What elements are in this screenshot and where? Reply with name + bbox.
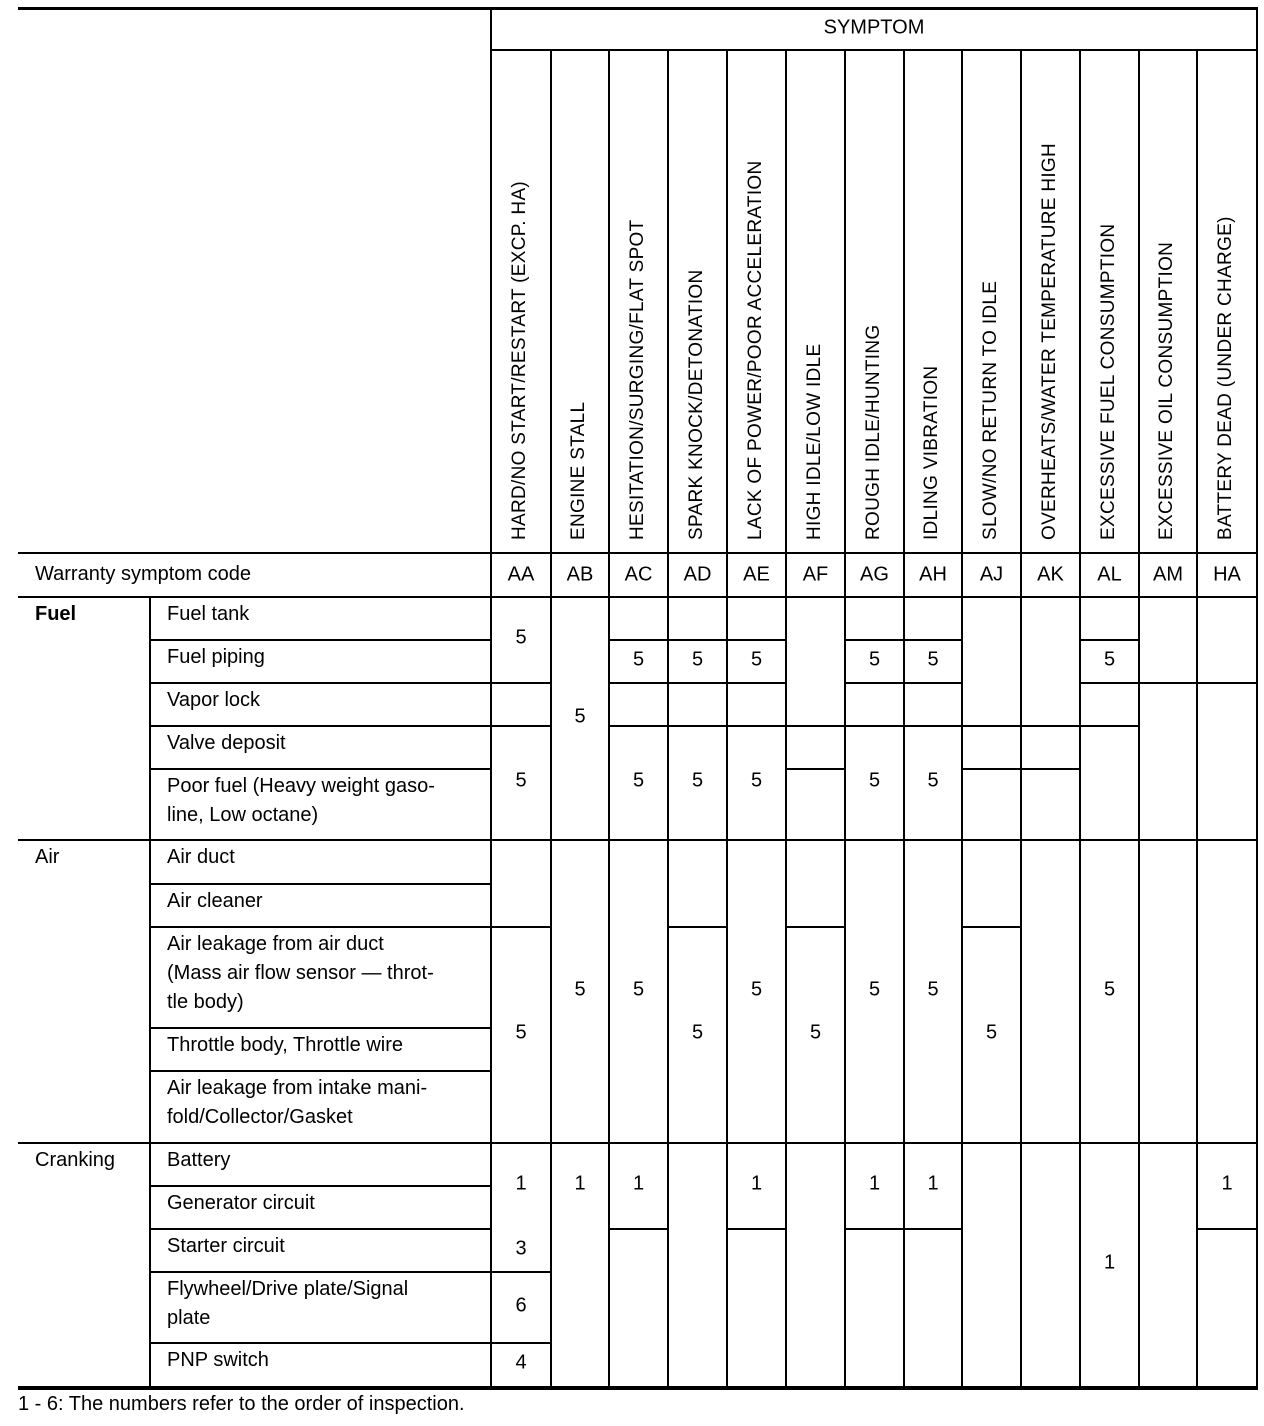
grid-line-v xyxy=(726,50,728,553)
grid-line-h xyxy=(150,1228,491,1230)
symptom-header: BATTERY DEAD (UNDER CHARGE) xyxy=(1215,216,1236,540)
grid-line-h xyxy=(150,682,491,684)
grid-line-h xyxy=(150,1070,491,1072)
cell-value: 5 xyxy=(927,978,939,1000)
grid-line-v xyxy=(608,50,610,553)
cell-value: 5 xyxy=(927,769,939,792)
cell-value: 1 xyxy=(515,1172,527,1195)
grid-line-v xyxy=(903,553,905,1388)
symptom-header: SPARK KNOCK/DETONATION xyxy=(685,269,707,540)
cell-value: 1 xyxy=(1103,1251,1116,1273)
component-label: Battery xyxy=(167,1149,231,1171)
warranty-code-label: Warranty symptom code xyxy=(35,563,251,585)
category-label: Air xyxy=(35,846,60,868)
symptom-header: OVERHEATS/WATER TEMPERATURE HIGH xyxy=(1038,142,1060,540)
grid-line-h xyxy=(18,1142,1257,1144)
grid-line-h xyxy=(962,926,1021,928)
grid-line-h xyxy=(491,725,551,727)
symptom-header: IDLING VIBRATION xyxy=(921,365,942,540)
cell-value: 5 xyxy=(927,648,939,670)
grid-line-h xyxy=(1197,1228,1257,1230)
component-label: Air leakage from intake mani- fold/Collector/Gasket xyxy=(167,1077,428,1128)
grid-line-h xyxy=(786,926,845,928)
grid-line-v xyxy=(667,50,669,553)
grid-line-h xyxy=(845,1228,962,1230)
grid-line-h xyxy=(491,1342,551,1344)
grid-line-h xyxy=(609,725,1080,727)
cell-value: 5 xyxy=(750,978,763,1000)
cell-value: 1 xyxy=(750,1172,763,1195)
symptom-code: AE xyxy=(743,563,770,586)
grid-line-h xyxy=(18,839,1257,841)
symptom-group-label: SYMPTOM xyxy=(823,16,925,39)
cell-value: 5 xyxy=(691,648,704,670)
grid-line-v xyxy=(1138,50,1140,553)
cell-value: 5 xyxy=(515,769,527,792)
grid-line-h xyxy=(668,926,727,928)
symptom-header: LACK OF POWER/POOR ACCELERATION xyxy=(744,160,766,540)
grid-line-h xyxy=(150,1342,491,1344)
grid-line-v xyxy=(1256,8,1258,1388)
grid-line-v xyxy=(785,553,787,1388)
grid-line-v xyxy=(903,50,905,553)
cell-value: 5 xyxy=(574,978,586,1000)
symptom-code: AH xyxy=(919,563,947,586)
grid-line-h xyxy=(491,926,551,928)
grid-line-v xyxy=(844,553,846,1388)
grid-line-v xyxy=(550,553,552,1388)
symptom-header: ENGINE STALL xyxy=(568,401,589,540)
grid-line-h xyxy=(609,682,786,684)
cell-value: 5 xyxy=(750,769,763,792)
grid-line-v xyxy=(1079,50,1081,553)
cell-value: 5 xyxy=(1103,978,1116,1000)
grid-line-v xyxy=(149,597,151,1388)
grid-line-v xyxy=(726,553,728,1388)
cell-value: 5 xyxy=(574,705,586,727)
cell-value: 1 xyxy=(574,1172,586,1195)
grid-line-v xyxy=(961,553,963,1388)
symptom-code: AJ xyxy=(979,563,1004,586)
symptom-code: AB xyxy=(566,563,594,586)
cell-value: 4 xyxy=(515,1351,527,1373)
grid-line-v xyxy=(844,50,846,553)
grid-line-h xyxy=(150,926,491,928)
symptom-header: HARD/NO START/RESTART (EXCP. HA) xyxy=(509,180,530,540)
grid-line-v xyxy=(1196,553,1198,1388)
grid-line-v xyxy=(490,8,492,1388)
component-label: Throttle body, Throttle wire xyxy=(167,1034,404,1056)
cell-value: 5 xyxy=(985,1021,998,1044)
grid-line-h xyxy=(491,1271,551,1273)
grid-line-h xyxy=(150,883,491,885)
cell-value: 5 xyxy=(515,1021,527,1044)
grid-line-h xyxy=(150,1185,491,1187)
component-label: Fuel tank xyxy=(167,603,250,625)
grid-line-h xyxy=(609,639,786,641)
symptom-code: HA xyxy=(1213,563,1241,586)
footnote: 1 - 6: The numbers refer to the order of inspection. xyxy=(18,1393,465,1415)
grid-line-h xyxy=(18,7,1258,10)
symptom-header: EXCESSIVE OIL CONSUMPTION xyxy=(1156,241,1177,540)
component-label: Poor fuel (Heavy weight gaso- line, Low octane) xyxy=(167,775,435,826)
component-label: Air leakage from air duct (Mass air flow sensor — throt- tle body) xyxy=(167,933,434,1013)
component-label: PNP switch xyxy=(167,1349,269,1371)
grid-line-h xyxy=(18,596,1257,598)
symptom-code: AF xyxy=(802,563,829,586)
grid-line-v xyxy=(667,553,669,1388)
grid-line-v xyxy=(1196,50,1198,553)
cell-value: 5 xyxy=(632,769,645,792)
symptom-code: AK xyxy=(1037,563,1064,586)
grid-line-h xyxy=(150,725,491,727)
symptom-header: ROUGH IDLE/HUNTING xyxy=(862,324,884,540)
grid-line-h xyxy=(1080,682,1139,684)
cell-value: 5 xyxy=(1103,648,1116,670)
component-label: Flywheel/Drive plate/Signal plate xyxy=(167,1278,409,1329)
cell-value: 5 xyxy=(868,978,881,1000)
grid-line-v xyxy=(550,50,552,553)
cell-value: 5 xyxy=(515,626,527,649)
symptom-table xyxy=(18,8,1258,1390)
cell-value: 5 xyxy=(632,648,645,670)
cell-value: 1 xyxy=(1221,1172,1233,1195)
cell-value: 5 xyxy=(691,1021,704,1044)
grid-line-h xyxy=(1139,682,1257,684)
grid-line-h xyxy=(845,639,962,641)
symptom-code: AD xyxy=(683,563,712,586)
grid-line-v xyxy=(1079,553,1081,1388)
component-label: Air cleaner xyxy=(167,890,263,912)
symptom-header: HIGH IDLE/LOW IDLE xyxy=(803,343,825,540)
cell-value: 5 xyxy=(632,978,645,1000)
symptom-code: AA xyxy=(507,563,535,586)
cell-value: 5 xyxy=(809,1021,822,1044)
grid-line-h xyxy=(491,682,551,684)
grid-line-v xyxy=(785,50,787,553)
grid-line-h xyxy=(150,1271,491,1273)
component-label: Fuel piping xyxy=(167,646,265,668)
grid-line-h xyxy=(150,1027,491,1029)
grid-line-h xyxy=(18,552,1257,554)
grid-line-h xyxy=(727,1228,786,1230)
grid-line-h xyxy=(962,768,1080,770)
cell-value: 1 xyxy=(632,1172,645,1195)
symptom-code: AC xyxy=(624,563,653,586)
component-label: Vapor lock xyxy=(167,689,261,711)
grid-line-h xyxy=(609,1228,668,1230)
cell-value: 5 xyxy=(868,769,881,792)
grid-line-v xyxy=(1020,50,1022,553)
grid-line-h xyxy=(150,768,491,770)
component-label: Starter circuit xyxy=(167,1235,285,1257)
cell-value: 5 xyxy=(750,648,763,670)
symptom-code: AM xyxy=(1153,563,1183,586)
component-label: Air duct xyxy=(167,846,235,868)
cell-value: 1 xyxy=(868,1172,881,1195)
grid-line-h xyxy=(1080,639,1139,641)
cell-value: 6 xyxy=(515,1294,527,1316)
grid-line-h xyxy=(786,768,845,770)
grid-line-v xyxy=(1138,553,1140,1388)
category-label: Cranking xyxy=(35,1149,116,1171)
grid-line-v xyxy=(961,50,963,553)
grid-line-h xyxy=(18,1386,1258,1390)
component-label: Generator circuit xyxy=(167,1192,315,1214)
symptom-code: AL xyxy=(1097,563,1122,586)
cell-value: 3 xyxy=(515,1237,527,1259)
grid-line-h xyxy=(491,49,1257,51)
symptom-header: HESITATION/SURGING/FLAT SPOT xyxy=(626,219,648,540)
grid-line-v xyxy=(608,553,610,1388)
symptom-header: EXCESSIVE FUEL CONSUMPTION xyxy=(1097,223,1119,540)
symptom-code: AG xyxy=(860,563,889,586)
category-label: Fuel xyxy=(35,603,77,625)
component-label: Valve deposit xyxy=(167,732,286,754)
cell-value: 1 xyxy=(927,1172,939,1195)
grid-line-h xyxy=(845,682,962,684)
cell-value: 5 xyxy=(868,648,881,670)
grid-line-v xyxy=(1020,553,1022,1388)
grid-line-h xyxy=(150,639,491,641)
cell-value: 5 xyxy=(691,769,704,792)
symptom-header: SLOW/NO RETURN TO IDLE xyxy=(979,280,1001,540)
grid-line-h xyxy=(1080,725,1139,727)
